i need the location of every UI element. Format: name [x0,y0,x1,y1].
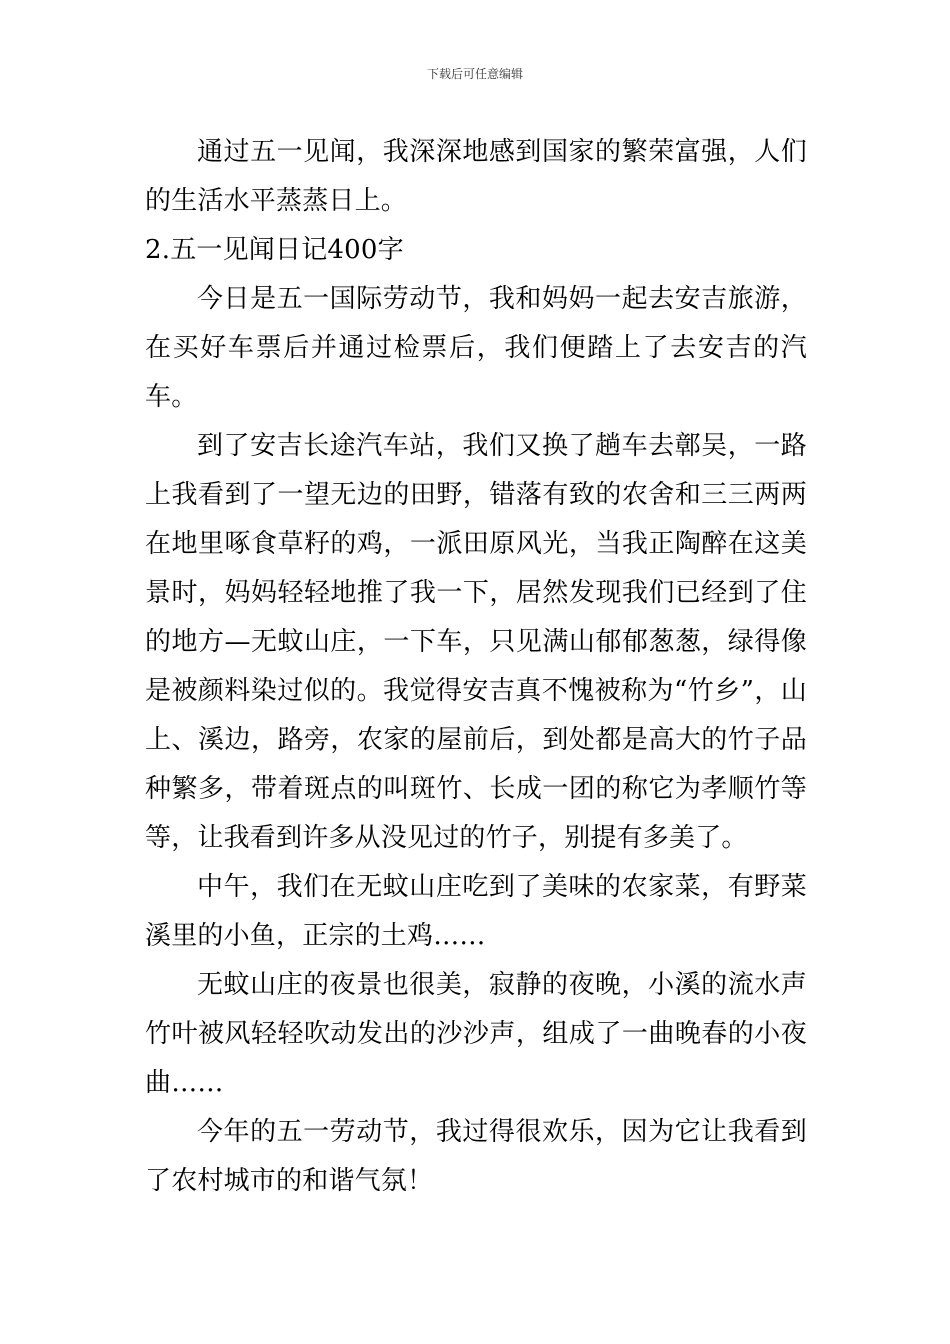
paragraph-intro: 今日是五一国际劳动节，我和妈妈一起去安吉旅游，在买好车票后并通过检票后，我们便踏上了去安吉的汽车。 [145,284,807,412]
paragraph-conclusion: 通过五一见闻，我深深地感到国家的繁荣富强，人们的生活水平蒸蒸日上。 [145,137,807,216]
paragraph-ending: 今年的五一劳动节，我过得很欢乐，因为它让我看到了农村城市的和谐气氛！ [145,1117,807,1196]
paragraph-journey: 到了安吉长途汽车站，我们又换了趟车去鄣吴，一路上我看到了一望无边的田野，错落有致的农舍和三三两两在地里啄食草籽的鸡，一派田原风光，当我正陶醉在这美景时，妈妈轻轻地推了我一下，居然发现我们已经到了住的地方—无蚊山庄，一下车，只见满山郁郁葱葱，绿得像是被颜料染过似的。我觉得安吉真不愧被称为“竹乡”，山上、溪边，路旁，农家的屋前后，到处都是高大的竹子品种繁多，带着斑点的叫斑竹、长成一团的称它为孝顺竹等等，让我看到许多从没见过的竹子，别提有多美了。 [145,431,807,853]
document-body [145,128,807,1206]
paragraph-night: 无蚊山庄的夜景也很美，寂静的夜晚，小溪的流水声竹叶被风轻轻吹动发出的沙沙声，组成了一曲晚春的小夜曲…… [145,970,807,1098]
section-heading: 2.五一见闻日记400字 [145,235,404,265]
paragraph-lunch: 中午，我们在无蚊山庄吃到了美味的农家菜，有野菜溪里的小鱼，正宗的土鸡…… [145,872,807,951]
page-header: 下载后可任意编辑 [426,67,523,81]
